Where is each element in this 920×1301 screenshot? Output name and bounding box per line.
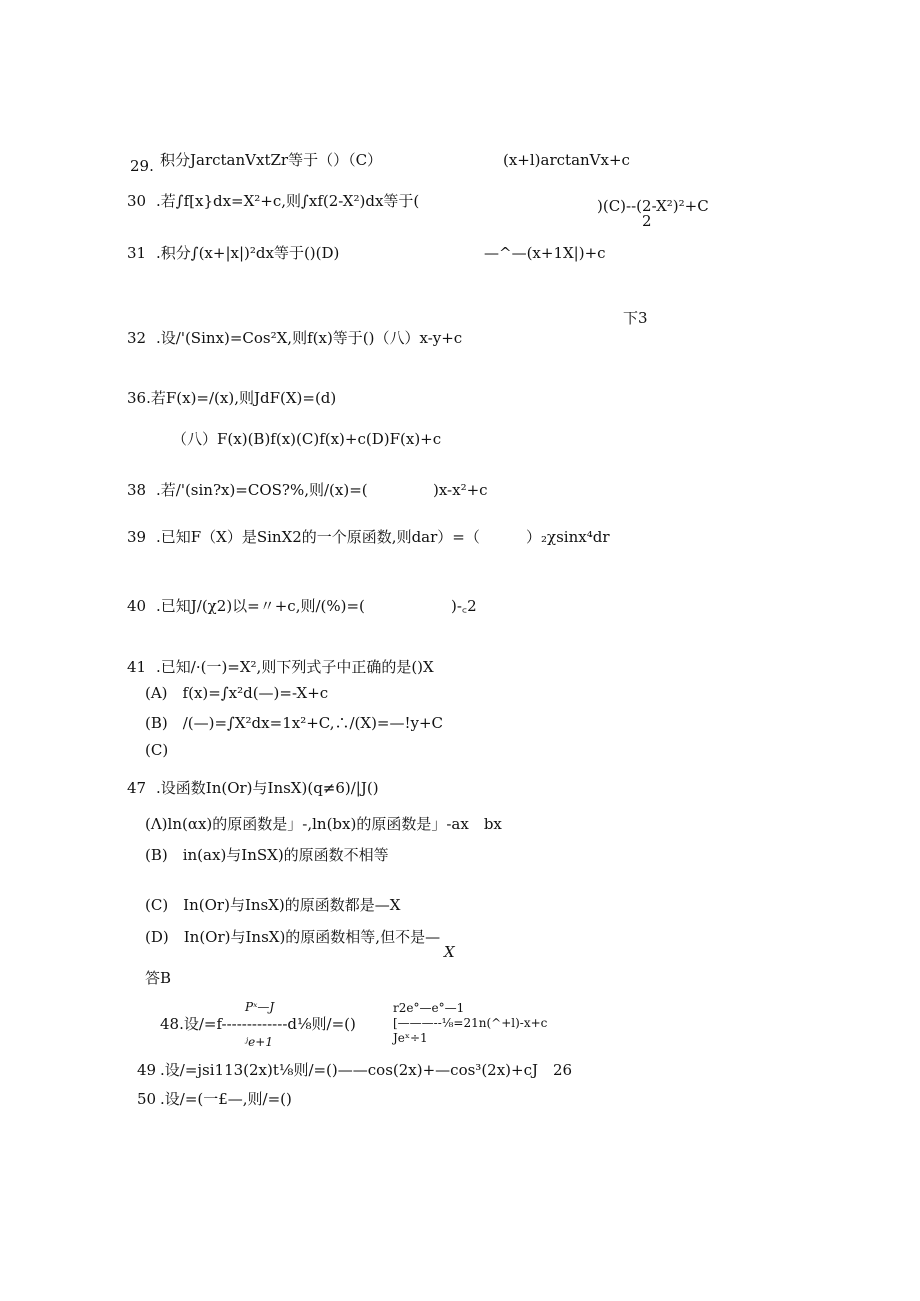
- question-stem: 积分JarctanVxtZr等于（）（C）: [160, 151, 383, 169]
- question-number: 32: [127, 329, 147, 347]
- question-stem: 36.若F(x)=/(x),则JdF(X)=(d): [127, 389, 337, 407]
- question-number: 41: [127, 658, 147, 676]
- question-stem: .设/=(一£—,则/=(): [160, 1090, 292, 1108]
- option-d: (D) In(Or)与InsX)的原函数相等,但不是—: [145, 928, 441, 946]
- answer-text: —^—(x+1X|)+c: [484, 244, 606, 262]
- question-number: 47: [127, 779, 147, 797]
- answer-text: ）₂χsinx⁴dr: [526, 528, 610, 546]
- question-number: 50: [137, 1090, 157, 1108]
- answer-text: )x-x²+c: [433, 481, 488, 499]
- question-number: 39: [127, 528, 147, 546]
- option-c: (C) In(Or)与InsX)的原函数都是—X: [145, 896, 401, 914]
- option-b: (B) in(ax)与InSX)的原函数不相等: [145, 846, 389, 864]
- question-stem: .若/'(sin?x)=COS?%,则/(x)=(: [156, 481, 368, 499]
- fraction-numerator: Pˣ—J: [245, 1000, 275, 1014]
- answer-subscript: 2: [642, 212, 652, 230]
- answer-line-2: [———--⅛=21n(^+l)-x+c: [393, 1016, 548, 1030]
- question-options: （八）F(x)(B)f(x)(C)f(x)+c(D)F(x)+c: [172, 430, 442, 448]
- question-stem: 48.设/=f-------------d⅛则/=(): [160, 1015, 356, 1033]
- question-number: 49: [137, 1061, 157, 1079]
- question-number: 31: [127, 244, 147, 262]
- answer-line-1: r2e°—e°—1: [393, 1001, 465, 1015]
- question-stem: .已知F（X）是SinX2的一个原函数,则dar）=（: [156, 528, 480, 546]
- option-b: (B) /(—)=∫X²dx=1x²+C,∴/(X)=—!y+C: [145, 714, 444, 732]
- answer-text: )-꜀2: [451, 597, 477, 615]
- question-stem: .已知J/(χ2)以=〃+c,则/(%)=(: [156, 597, 365, 615]
- question-number: 29.: [130, 157, 154, 175]
- answer-text: )(C)--(2-X²)²+C: [597, 197, 709, 215]
- fraction-denominator: ʲe+1: [245, 1035, 273, 1049]
- question-stem: .积分∫(x+|x|)²dx等于()(D): [156, 244, 340, 262]
- question-number: 30: [127, 192, 147, 210]
- question-stem: .已知/·(一)=X²,则下列式子中正确的是()X: [156, 658, 434, 676]
- margin-note: 下3: [623, 309, 648, 327]
- option-c: (C): [145, 741, 169, 759]
- answer-text: (x+l)arctanVx+c: [503, 151, 630, 169]
- option-a: (Λ)ln(αx)的原函数是」-,ln(bx)的原函数是」-ax bx: [145, 815, 502, 833]
- option-a: (A) f(x)=∫x²d(—)=-X+c: [145, 684, 329, 702]
- question-stem: .设函数In(Or)与InsX)(q≠6)/|J(): [156, 779, 379, 797]
- question-stem: .若∫f[x}dx=X²+c,则∫xf(2-X²)dx等于(: [156, 192, 420, 210]
- question-number: 40: [127, 597, 147, 615]
- question-stem: .设/'(Sinx)=Cos²X,则f(x)等于()（八）x-y+c: [156, 329, 463, 347]
- question-stem: .设/=jsi113(2x)t⅛则/=()——cos(2x)+—cos³(2x)+cJ 26: [160, 1061, 573, 1079]
- answer-label: 答B: [145, 969, 172, 987]
- answer-line-3: Jeˣ÷1: [393, 1031, 428, 1045]
- option-d-tail: X: [444, 943, 455, 961]
- question-number: 38: [127, 481, 147, 499]
